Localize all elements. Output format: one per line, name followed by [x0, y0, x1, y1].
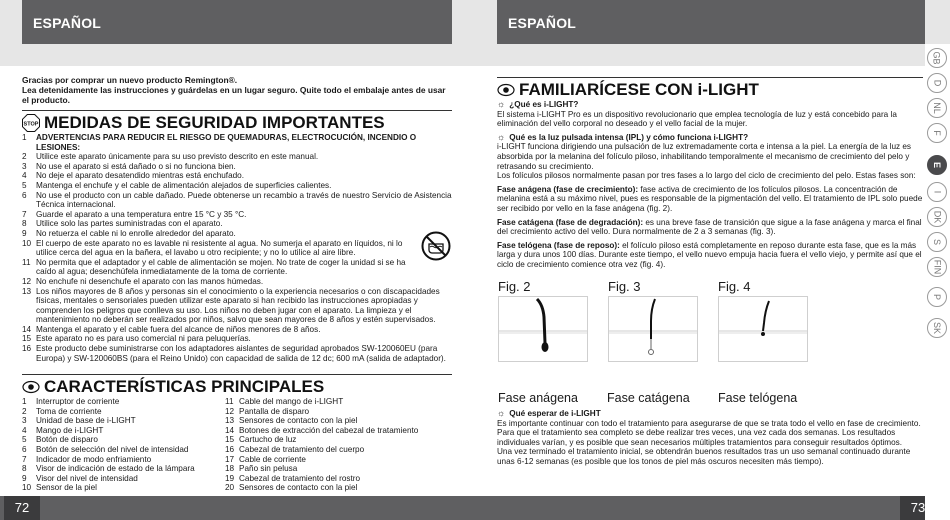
expectations-section — [497, 409, 923, 471]
language-tab-f[interactable]: F — [927, 123, 947, 143]
list-item: 4 Mango de i-LIGHT — [22, 425, 104, 435]
list-item: 14 Mantenga el aparato y el cable fuera del alcance de niños menores de 8 años. — [22, 324, 321, 334]
sun-icon: ☼ — [497, 99, 506, 109]
figure-label: Fig. 2 — [498, 279, 531, 294]
list-item: 5 Botón de disparo — [22, 435, 98, 445]
figure-telogen — [718, 296, 808, 362]
language-tab-nl[interactable]: NL — [927, 98, 947, 118]
familiarize-title — [497, 77, 923, 100]
no-water-icon — [421, 231, 451, 261]
eye-icon — [22, 380, 40, 394]
features-list-col1 — [22, 397, 222, 493]
language-tab-dk[interactable]: DK — [927, 207, 947, 227]
features-title — [22, 374, 452, 397]
footer-band — [0, 496, 475, 520]
figure-catagen — [608, 296, 698, 362]
language-tab-e-active[interactable]: E — [927, 155, 947, 175]
list-item: 10 Sensor de la piel — [22, 483, 97, 493]
figure-caption: Fase telógena — [718, 391, 798, 405]
question-heading: ☼ Qué esperar de i-LIGHT — [497, 408, 601, 418]
sun-icon: ☼ — [497, 131, 506, 142]
list-item: 13 Sensores de contacto con la piel — [225, 416, 358, 426]
list-item: 19 Cabezal de tratamiento del rostro — [225, 473, 361, 483]
list-item: 1 Interruptor de corriente — [22, 397, 120, 406]
list-item: 17 Cable de corriente — [225, 454, 306, 464]
figure-label: Fig. 3 — [608, 279, 641, 294]
sun-icon: ☼ — [497, 408, 506, 418]
phase-paragraph: Fase catágena (fase de degradación): es una breve fase de transición que sigue a la fase anágena y marca el final del crecimiento activo del vello. Dura normalmente de 2 a 3 semanas (fig. 3). — [497, 217, 922, 237]
features-list-col2 — [225, 397, 453, 493]
figure-label: Fig. 4 — [718, 279, 751, 294]
list-item: 12 Pantalla de disparo — [225, 406, 310, 416]
question-heading: ☼ ¿Qué es i-LIGHT? — [497, 99, 579, 109]
list-item: 3 Unidad de base de i-LIGHT — [22, 416, 136, 426]
answer-paragraph: El sistema i-LIGHT Pro es un dispositivo revolucionario que emplea tecnología de luz y está concebido para la eliminación del vello corporal no deseado y el vello facial de la mujer. — [497, 109, 897, 129]
list-item: 20 Sensores de contacto con la piel — [225, 483, 358, 493]
familiarize-title-text: FAMILIARÍCESE CON i-LIGHT — [519, 80, 759, 99]
list-item: 16 Este producto debe suministrarse con los adaptadores aislantes de seguridad aprobados SW-120060EU (para Europa) y SW-120060BS (para el Reino Unido) con capacidad de salida de 12 dc; 600 mA (salida de adaptador). — [22, 344, 446, 363]
figure-caption: Fase catágena — [607, 391, 690, 405]
answer-paragraph: Los folículos pilosos normalmente pasan por tres fases a lo largo del ciclo de crecimiento del pelo. Estas fases son: — [497, 171, 916, 181]
list-item: 7 Guarde el aparato a una temperatura entre 15 °C y 35 °C. — [22, 209, 247, 219]
language-tab-p[interactable]: P — [927, 287, 947, 307]
safety-list — [22, 133, 452, 363]
intro-line-2: Lea detenidamente las instrucciones y guárdelas en un lugar seguro. Quite todo el embalaje antes de usar el producto. — [22, 85, 446, 106]
list-item: 11 Cable del mango de i-LIGHT — [225, 397, 344, 406]
answer-paragraph: i-LIGHT funciona dirigiendo una pulsación de luz extremadamente corta e intensa a la piel. La energía de la luz es absorbida por la melanina del folículo piloso, inhabilitando temporalmente el mecanismo de crecimiento del pelo y retrasando su crecimiento. — [497, 142, 912, 171]
list-item: 10 El cuerpo de este aparato no es lavable ni resistente al agua. No sumerja el aparato en líquidos, ni lo utilice cerca del agua en la bañera, el lavabo u otro recipiente; y no lo utilice al aire libre. — [22, 238, 403, 258]
language-heading: ESPAÑOL — [33, 15, 102, 31]
list-item: 3 No use el aparato si está dañado o si no funciona bien. — [22, 161, 236, 171]
page-number: 72 — [4, 496, 40, 520]
phase-paragraph: Fase telógena (fase de reposo): el folículo piloso está completamente en reposo durante esta fase, que es la más larga y dura unos 100 días. Durante este tiempo, el vello nuevo empuja hacia fuera el vello viejo, y permite así que el ciclo de crecimiento comience otra vez (fig. 4). — [497, 240, 922, 269]
intro-section — [497, 100, 923, 274]
language-tab-s[interactable]: S — [927, 232, 947, 252]
list-item: 7 Indicador de modo enfriamiento — [22, 454, 152, 464]
list-item: 15 Este aparato no es para uso comercial ni para peluquerías. — [22, 334, 251, 344]
features-title-text: CARACTERÍSTICAS PRINCIPALES — [44, 377, 325, 396]
list-item: 2 Toma de corriente — [22, 406, 102, 416]
list-item: 16 Cabezal de tratamiento del cuerpo — [225, 444, 365, 454]
list-item: 2 Utilice este aparato únicamente para su uso previsto descrito en este manual. — [22, 152, 319, 162]
language-tab-sk[interactable]: SK — [927, 318, 947, 338]
header-band — [497, 0, 925, 44]
list-item: 12 No enchufe ni desenchufe el aparato con las manos húmedas. — [22, 276, 264, 286]
list-item: 14 Botones de extracción del cabezal de tratamiento — [225, 425, 419, 435]
question-heading: ☼ Qué es la luz pulsada intensa (IPL) y cómo funciona i-LIGHT? — [497, 131, 749, 142]
stop-icon — [22, 114, 40, 132]
figure-caption: Fase anágena — [498, 391, 578, 405]
intro-line-1: Gracias por comprar un nuevo producto Remington®. — [22, 75, 238, 85]
header-band — [22, 0, 452, 44]
list-item: 13 Los niños mayores de 8 años y personas sin el conocimiento o la experiencia necesarios o con discapacidades físicas, mentales o sensoriales pueden utilizar este aparato si han recibido las instrucciones apropiadas y comprenden los peligros que conlleva su uso. Los niños no deben jugar con el aparato. La limpieza y el mantenimiento no deberán ser realizados por niños, salvo que sean mayores de 8 años y estén supervisados. — [22, 286, 440, 325]
language-tab-d[interactable]: D — [927, 73, 947, 93]
list-item: 6 No use el producto con un cable dañado. Puede obtenerse un recambio a través de nuestro Servicio de Asistencia Técnica internacional. — [22, 190, 452, 210]
figure-anagen — [498, 296, 588, 362]
list-item: 1 ADVERTENCIAS PARA REDUCIR EL RIESGO DE QUEMADURAS, ELECTROCUCIÓN, INCENDIO O LESIONES: — [22, 133, 417, 152]
page-number: 73 — [900, 496, 936, 520]
list-item: 5 Mantenga el enchufe y el cable de alimentación alejados de superficies calientes. — [22, 180, 332, 190]
language-tab-gb[interactable]: GB — [927, 48, 947, 68]
list-item: 15 Cartucho de luz — [225, 435, 297, 445]
answer-paragraph: Una vez terminado el tratamiento inicial, se obtendrán buenos resultados tras un uso semanal continuado durante unas 6-12 semanas (es posible que los tonos de piel más oscuros necesiten más tiempo). — [497, 447, 911, 466]
eye-icon — [497, 83, 515, 97]
list-item: 9 Visor del nivel de intensidad — [22, 473, 138, 483]
language-tab-i[interactable]: I — [927, 182, 947, 202]
list-item: 9 No retuerza el cable ni lo enrolle alrededor del aparato. — [22, 228, 236, 238]
safety-title-text: MEDIDAS DE SEGURIDAD IMPORTANTES — [44, 113, 385, 132]
language-tab-fin[interactable]: FIN — [927, 257, 947, 277]
list-item: 8 Utilice solo las partes suministradas con el aparato. — [22, 219, 223, 229]
list-item: 4 No deje el aparato desatendido mientras está enchufado. — [22, 171, 245, 181]
answer-paragraph: Es importante continuar con todo el tratamiento para asegurarse de que se trata todo el vello en fase de crecimiento. Para que el tratamiento sea completo se debe realizar tres veces, una vez cada dos semanas. Los resultados individuales varían, y es posible que sean necesarios múltiples tratamientos para conseguir resultados óptimos. — [497, 418, 921, 447]
list-item: 8 Visor de indicación de estado de la lámpara — [22, 464, 195, 474]
list-item: 18 Paño sin pelusa — [225, 464, 298, 474]
list-item: 6 Botón de selección del nivel de intensidad — [22, 444, 189, 454]
language-heading: ESPAÑOL — [508, 15, 577, 31]
svg-text:STOP: STOP — [23, 121, 39, 128]
list-item: 11 No permita que el adaptador y el cable de alimentación se mojen. No trate de coger la unidad si se ha caído al agua; desenchúfela inmediatamente de la toma de corriente. — [22, 257, 406, 277]
safety-title — [22, 110, 452, 133]
intro-text — [22, 75, 452, 106]
footer-band — [475, 496, 950, 520]
phase-paragraph: Fase anágena (fase de crecimiento): fase activa de crecimiento de los folículos pilosos. La concentración de melanina está a su máximo nivel, pues es responsable de la pigmentación del vello. El tratamiento de IPL solo puede ser recibido por vello en la fase anágena (fig. 2). — [497, 184, 923, 213]
